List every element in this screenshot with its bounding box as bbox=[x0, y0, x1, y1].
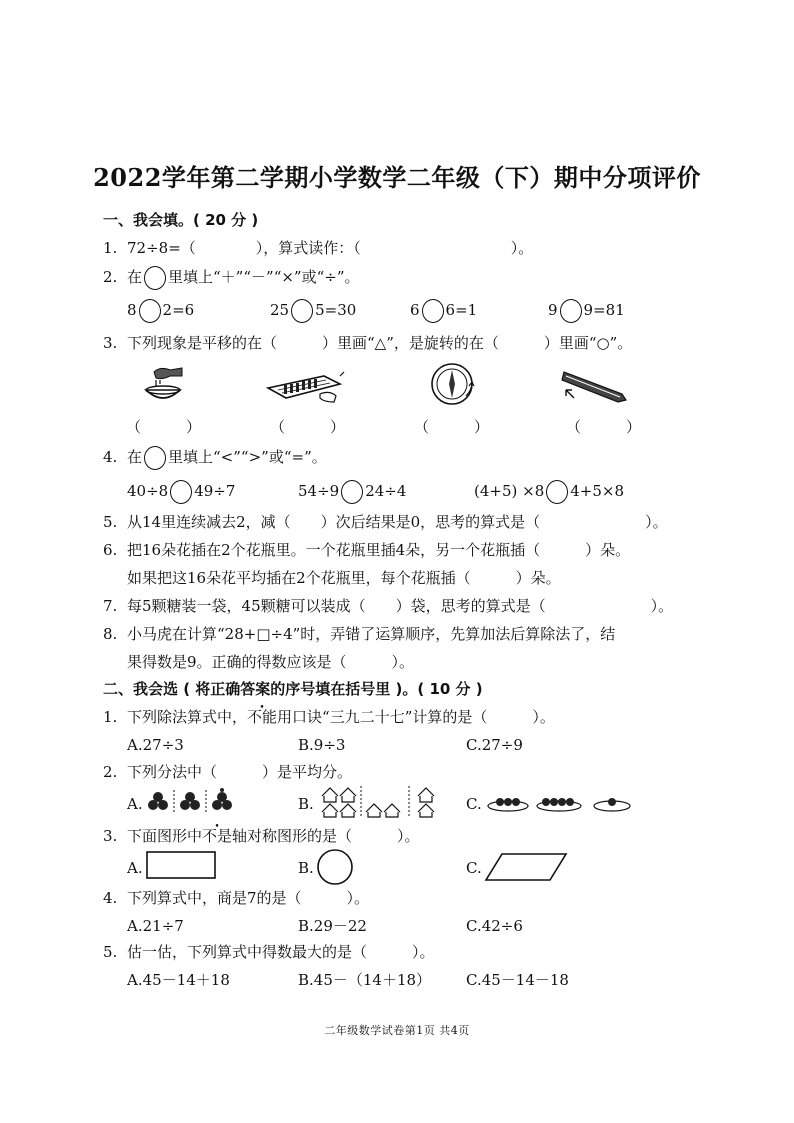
answer-circle[interactable] bbox=[341, 480, 363, 504]
emphasis-text: 不是 bbox=[202, 827, 233, 845]
answer-blank[interactable]: （ ） bbox=[566, 418, 642, 436]
comparison-item bbox=[127, 480, 235, 504]
question-1-8-continued: 果得数是9。正确的得数应该是（ ）。 bbox=[127, 653, 415, 671]
question-text-pre: 在 bbox=[127, 448, 143, 466]
question-number: 2. bbox=[103, 763, 118, 781]
page-title: 2022学年第二学期小学数学二年级（下）期中分项评价 bbox=[93, 163, 701, 192]
page-footer: 二年级数学试卷第1页 共4页 bbox=[324, 1024, 470, 1037]
conveyor-belt-icon bbox=[560, 364, 632, 408]
question-number: 3. bbox=[103, 827, 118, 845]
question-text: 估一估，下列算式中得数最大的是（ ）。 bbox=[127, 943, 435, 961]
question-1-8 bbox=[103, 624, 615, 644]
question-1-2 bbox=[103, 266, 360, 290]
question-text-post: 轴对称图形的是（ ）。 bbox=[232, 827, 420, 845]
question-text: 下列现象是平移的在（ ）里画“△”，是旋转的在（ ）里画“○”。 bbox=[127, 334, 633, 352]
rectangle-shape bbox=[146, 851, 216, 881]
answer-blank[interactable]: （ ） bbox=[414, 418, 490, 436]
question-number: 1. bbox=[103, 708, 118, 726]
comparison-right: 24÷4 bbox=[365, 482, 407, 500]
option-b[interactable]: B.45－（14＋18） bbox=[298, 971, 432, 989]
option-c[interactable]: C. bbox=[466, 859, 482, 877]
equation-item bbox=[270, 299, 356, 323]
question-text: 从14里连续减去2，减（ ）次后结果是0，思考的算式是（ ）。 bbox=[127, 513, 668, 531]
question-1-7 bbox=[103, 596, 673, 616]
question-text: 把16朵花插在2个花瓶里。一个花瓶里插4朵，另一个花瓶插（ ）朵。 bbox=[127, 541, 631, 559]
option-c[interactable]: C. bbox=[466, 795, 482, 813]
circle-shape bbox=[316, 848, 354, 886]
question-1-5 bbox=[103, 512, 668, 532]
option-c[interactable]: C.27÷9 bbox=[466, 736, 523, 754]
answer-circle[interactable] bbox=[144, 446, 166, 470]
question-number: 8. bbox=[103, 625, 118, 643]
question-number: 7. bbox=[103, 597, 118, 615]
equation-item bbox=[127, 299, 194, 323]
option-a[interactable]: A.21÷7 bbox=[127, 917, 184, 935]
parallelogram-shape bbox=[484, 852, 568, 882]
question-2-3 bbox=[103, 826, 420, 846]
answer-blank[interactable]: （ ） bbox=[126, 418, 202, 436]
equation-item bbox=[410, 299, 477, 323]
question-number: 2. bbox=[103, 268, 118, 286]
answer-circle[interactable] bbox=[560, 299, 582, 323]
option-a[interactable]: A.45－14＋18 bbox=[127, 971, 230, 989]
equation-left: 9 bbox=[548, 301, 558, 319]
answer-circle[interactable] bbox=[291, 299, 313, 323]
option-b[interactable]: B. bbox=[298, 859, 314, 877]
abacus-icon bbox=[264, 368, 348, 408]
equation-right: 6=1 bbox=[445, 301, 478, 319]
comparison-left: 54÷9 bbox=[298, 482, 340, 500]
plates-of-fruit-icon bbox=[486, 790, 636, 814]
option-a[interactable]: A. bbox=[127, 795, 143, 813]
question-number: 6. bbox=[103, 541, 118, 559]
comparison-right: 49÷7 bbox=[194, 482, 236, 500]
question-text: 每5颗糖装一袋，45颗糖可以装成（ ）袋，思考的算式是（ ）。 bbox=[127, 597, 674, 615]
question-number: 4. bbox=[103, 448, 118, 466]
option-c[interactable]: C.45－14－18 bbox=[466, 971, 569, 989]
equation-right: 2=6 bbox=[162, 301, 195, 319]
compass-dial-icon bbox=[428, 360, 476, 408]
question-number: 1. bbox=[103, 239, 118, 257]
question-2-4 bbox=[103, 888, 369, 908]
question-text: 下列算式中，商是7的是（ ）。 bbox=[127, 889, 370, 907]
question-1-6-continued: 如果把这16朵花平均插在2个花瓶里，每个花瓶插（ ）朵。 bbox=[127, 569, 561, 587]
question-text: 小马虎在计算“28+□÷4”时，弄错了运算顺序，先算加法后算除法了，结 bbox=[127, 625, 616, 643]
question-2-5 bbox=[103, 942, 435, 962]
hand-washing-icon bbox=[140, 362, 186, 408]
question-number: 3. bbox=[103, 334, 118, 352]
question-1-4 bbox=[103, 446, 327, 470]
question-1-3 bbox=[103, 333, 632, 353]
equation-right: 9=81 bbox=[583, 301, 625, 319]
answer-circle[interactable] bbox=[546, 480, 568, 504]
equation-left: 25 bbox=[270, 301, 290, 319]
section1-heading: 一、我会填。( 20 分 ) bbox=[103, 211, 259, 229]
answer-circle[interactable] bbox=[422, 299, 444, 323]
comparison-left: (4+5) ×8 bbox=[474, 482, 545, 500]
question-number: 5. bbox=[103, 943, 118, 961]
answer-circle[interactable] bbox=[144, 266, 166, 290]
question-number: 4. bbox=[103, 889, 118, 907]
fruit-groups-icon bbox=[145, 788, 237, 814]
question-text-pre: 在 bbox=[127, 268, 143, 286]
section2-heading: 二、我会选 ( 将正确答案的序号填在括号里 )。( 10 分 ) bbox=[103, 680, 483, 698]
comparison-right: 4+5×8 bbox=[570, 482, 625, 500]
option-c[interactable]: C.42÷6 bbox=[466, 917, 523, 935]
question-1-6 bbox=[103, 540, 630, 560]
question-text-post: 里填上“<”“>”或“=”。 bbox=[168, 448, 327, 466]
question-text-post: 用口诀“三九二十七”计算的是（ ）。 bbox=[277, 708, 555, 726]
question-2-2 bbox=[103, 762, 352, 782]
answer-circle[interactable] bbox=[139, 299, 161, 323]
house-groups-icon bbox=[320, 784, 438, 818]
option-b[interactable]: B.9÷3 bbox=[298, 736, 346, 754]
answer-circle[interactable] bbox=[170, 480, 192, 504]
question-text: 下列分法中（ ）是平均分。 bbox=[127, 763, 353, 781]
equation-left: 8 bbox=[127, 301, 137, 319]
option-b[interactable]: B. bbox=[298, 795, 314, 813]
question-2-1 bbox=[103, 707, 555, 727]
comparison-left: 40÷8 bbox=[127, 482, 169, 500]
option-a[interactable]: A. bbox=[127, 859, 143, 877]
question-text-pre: 下列除法算式中， bbox=[127, 708, 248, 726]
question-text-post: 里填上“＋”“－”“×”或“÷”。 bbox=[168, 268, 360, 286]
answer-blank[interactable]: （ ） bbox=[270, 418, 346, 436]
comparison-item bbox=[298, 480, 406, 504]
emphasis-text: 不能 bbox=[247, 708, 278, 726]
question-1-1 bbox=[103, 238, 533, 258]
question-text: 72÷8=（ ），算式读作：（ ）。 bbox=[127, 239, 534, 257]
equation-item bbox=[548, 299, 625, 323]
option-a[interactable]: A.27÷3 bbox=[127, 736, 184, 754]
question-number: 5. bbox=[103, 513, 118, 531]
option-b[interactable]: B.29－22 bbox=[298, 917, 367, 935]
equation-right: 5=30 bbox=[315, 301, 357, 319]
question-text-pre: 下面图形中 bbox=[127, 827, 203, 845]
equation-left: 6 bbox=[410, 301, 420, 319]
comparison-item bbox=[474, 480, 624, 504]
